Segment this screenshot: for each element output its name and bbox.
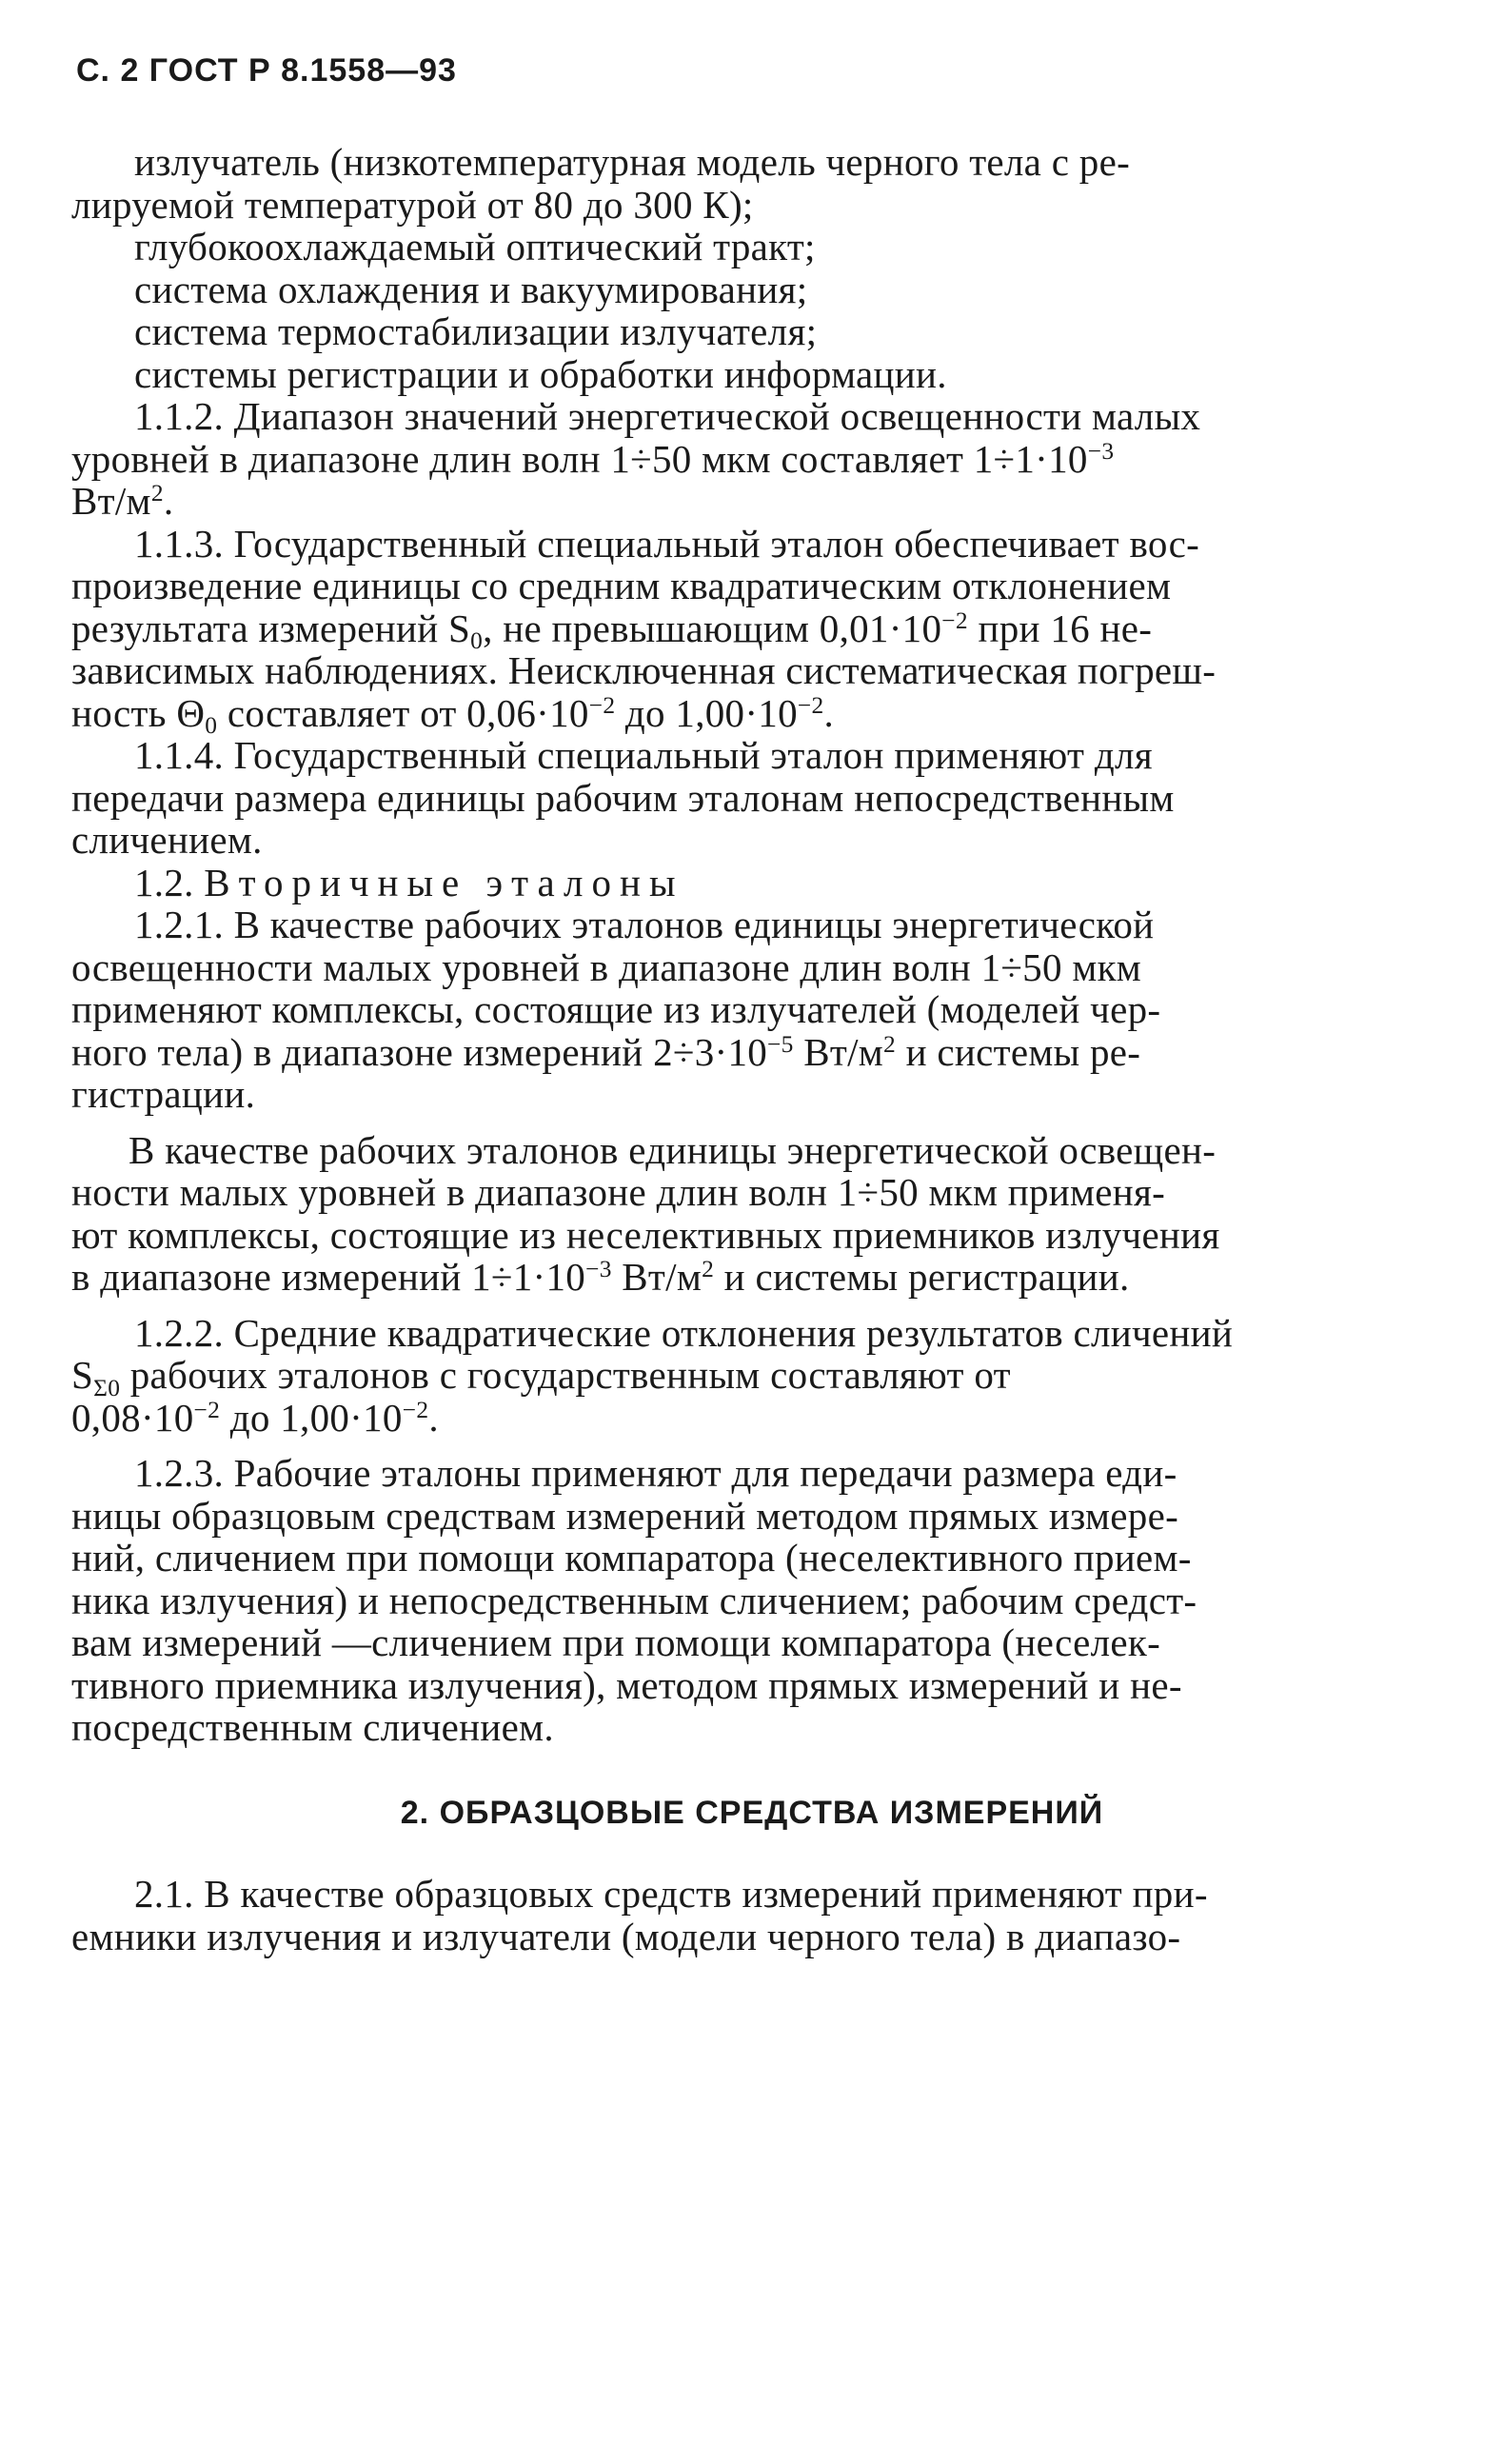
text-line: применяют комплексы, состоящие из излучателей (моделей чер- [71, 987, 1161, 1031]
text-line: $Вт/м^2$. [71, 479, 174, 523]
list-item: глубокоохлаждаемый оптический тракт; [134, 225, 816, 268]
paragraph-2-1: 2.1. В качестве образцовых средств измерений применяют при- [134, 1872, 1208, 1916]
text-line: ют комплексы, состоящие из неселективных приемников излучения [71, 1212, 1220, 1257]
text-line: результата измерений $S_0$, не превышающим $0,01\cdot 10^{-2}$ при 16 не- [71, 606, 1153, 655]
list-item: системы регистрации и обработки информации. [134, 351, 947, 396]
paragraph-1-2-3: 1.2.3. Рабочие эталоны применяют для передачи размера еди- [134, 1451, 1177, 1495]
text-line: тивного приемника излучения), методом прямых измерений и не- [71, 1662, 1182, 1707]
main-text [71, 141, 1383, 1749]
text-line: зависимых наблюдениях. Неисключенная систематическая погреш- [71, 648, 1217, 692]
text-line: излучатель (низкотемпературная модель черного тела с ре- [134, 140, 1131, 184]
text-line: гистрации. [71, 1072, 256, 1116]
text-line: ний, сличением при помощи компаратора (неселективного прием- [71, 1536, 1192, 1580]
text-line: ность $\Theta_0$ составляет от $0,06\cdot 10^{-2}$ до $1,00\cdot 10^{-2}$. [71, 690, 835, 740]
paragraph: В качестве рабочих эталонов единицы энергетической освещен- [129, 1127, 1217, 1172]
list-item: система термостабилизации излучателя; [134, 309, 818, 353]
text-line: уровней в диапазоне длин волн 1÷50 мкм составляет $1\div 1\cdot 10^{-3}$ [71, 436, 1115, 481]
text-line: произведение единицы со средним квадратическим отклонением [71, 564, 1172, 607]
text-line: емники излучения и излучатели (модели черного тела) в диапазо- [71, 1914, 1181, 1958]
text-line: передачи размера единицы рабочим эталонам непосредственным [71, 775, 1175, 820]
list-item: система охлаждения и вакуумирования; [134, 267, 808, 311]
text-line: ника излучения) и непосредственным сличением; рабочим средст- [71, 1578, 1197, 1622]
text-line: $S_{\Sigma 0}$ рабочих эталонов с государственным составляют от [71, 1353, 1011, 1401]
text-line: в диапазоне измерений $1\div 1\cdot 10^{-3}$ $Вт/м^2$ и системы регистрации. [71, 1255, 1130, 1299]
text-line: сличением. [71, 818, 263, 862]
text-line: освещенности малых уровней в диапазоне длин волн 1÷50 мкм [71, 944, 1142, 989]
paragraph-1-2-1: 1.2.1. В качестве рабочих эталонов единицы энергетической [134, 903, 1155, 946]
paragraph-1-1-4: 1.1.4. Государственный специальный эталон применяют для [134, 733, 1153, 777]
text-line: лируемой температурой от 80 до 300 К); [71, 182, 754, 227]
section-2-text [71, 1873, 1383, 1957]
paragraph-1-2-2: 1.2.2. Средние квадратические отклонения результатов сличений [134, 1310, 1234, 1355]
text-line: посредственным сличением. [71, 1705, 554, 1749]
paragraph-1-1-2: 1.1.2. Диапазон значений энергетической освещенности малых [134, 394, 1201, 438]
subsection-heading: 1.2. Вторичные эталоны [134, 860, 684, 904]
text-line: ницы образцовым средствам измерений методом прямых измере- [71, 1493, 1179, 1538]
text-line: ного тела) в диапазоне измерений $2\div 3\cdot 10^{-5}$ $Вт/м^2$ и системы ре- [71, 1029, 1141, 1074]
text-line: вам измерений —сличением при помощи компаратора (неселек- [71, 1620, 1161, 1664]
page-header: С. 2 ГОСТ Р 8.1558—93 [76, 52, 457, 89]
paragraph-1-1-3: 1.1.3. Государственный специальный эталон обеспечивает вос- [134, 521, 1200, 566]
section-heading: 2. ОБРАЗЦОВЫЕ СРЕДСТВА ИЗМЕРЕНИЙ [400, 1795, 1104, 1831]
text-line: ности малых уровней в диапазоне длин волн 1÷50 мкм применя- [71, 1170, 1166, 1214]
text-line: $0,08\cdot 10^{-2}$ до $1,00\cdot 10^{-2}$. [71, 1395, 439, 1440]
